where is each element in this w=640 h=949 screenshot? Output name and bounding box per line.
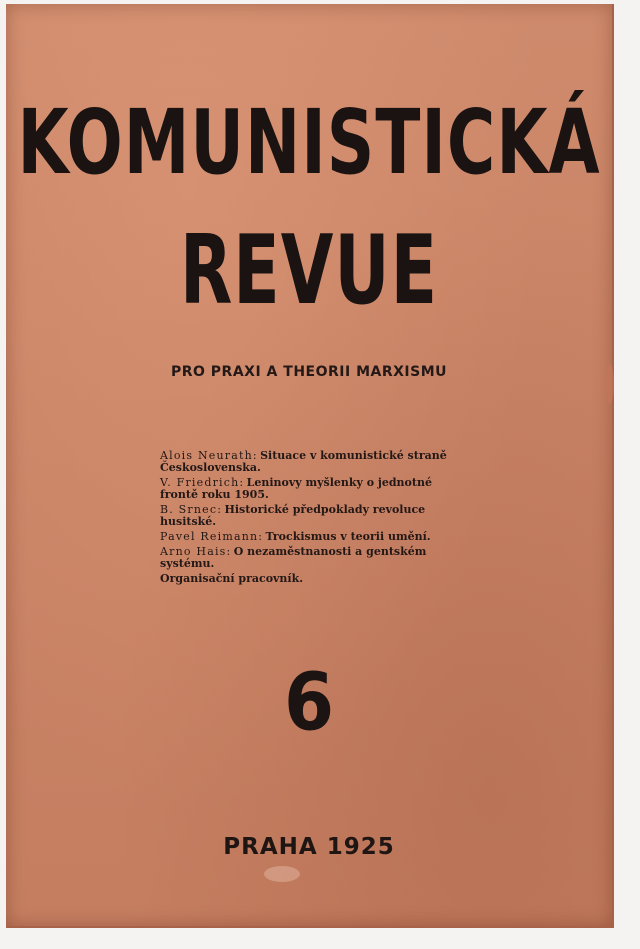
contents-author: V. Friedrich [160,476,240,489]
cover-title-line-1: KOMUNISTICKÁ [17,90,601,195]
contents-author: B. Srnec [160,503,218,516]
contents-entry [160,546,460,570]
paper-stain [264,866,300,882]
contents-entry [160,504,460,528]
contents-author: Alois Neurath [160,449,253,462]
contents-separator: : [258,530,266,543]
contents-article-title: Organisační pracovník. [160,572,304,585]
contents-entry [160,573,460,585]
table-of-contents [160,450,460,588]
contents-article-title: Trockismus v teorii umění. [265,530,431,543]
contents-article-title: O nezaměstnanosti a gentském systému. [160,545,427,570]
contents-entry [160,450,460,474]
contents-separator: : [226,545,234,558]
contents-article-title: Leninovy myšlenky o jednotné frontě roku 1905. [160,476,432,501]
contents-entry [160,531,460,543]
contents-separator: : [217,503,225,516]
imprint-place-year: PRAHA 1925 [223,834,395,860]
issue-number: 6 [283,655,335,749]
cover-title-line-2: REVUE [179,216,439,327]
contents-entry [160,477,460,501]
contents-article-title: Historické předpoklady revoluce husitské. [160,503,426,528]
contents-author: Pavel Reimann [160,530,259,543]
contents-separator: : [239,476,247,489]
contents-author: Arno Hais [160,545,227,558]
cover-subtitle: PRO PRAXI A THEORII MARXISMU [170,364,447,380]
paper-stain [606,364,614,404]
magazine-cover [6,4,614,928]
contents-separator: : [252,449,261,462]
contents-article-title: Situace v komunistické straně Československa. [160,449,447,474]
